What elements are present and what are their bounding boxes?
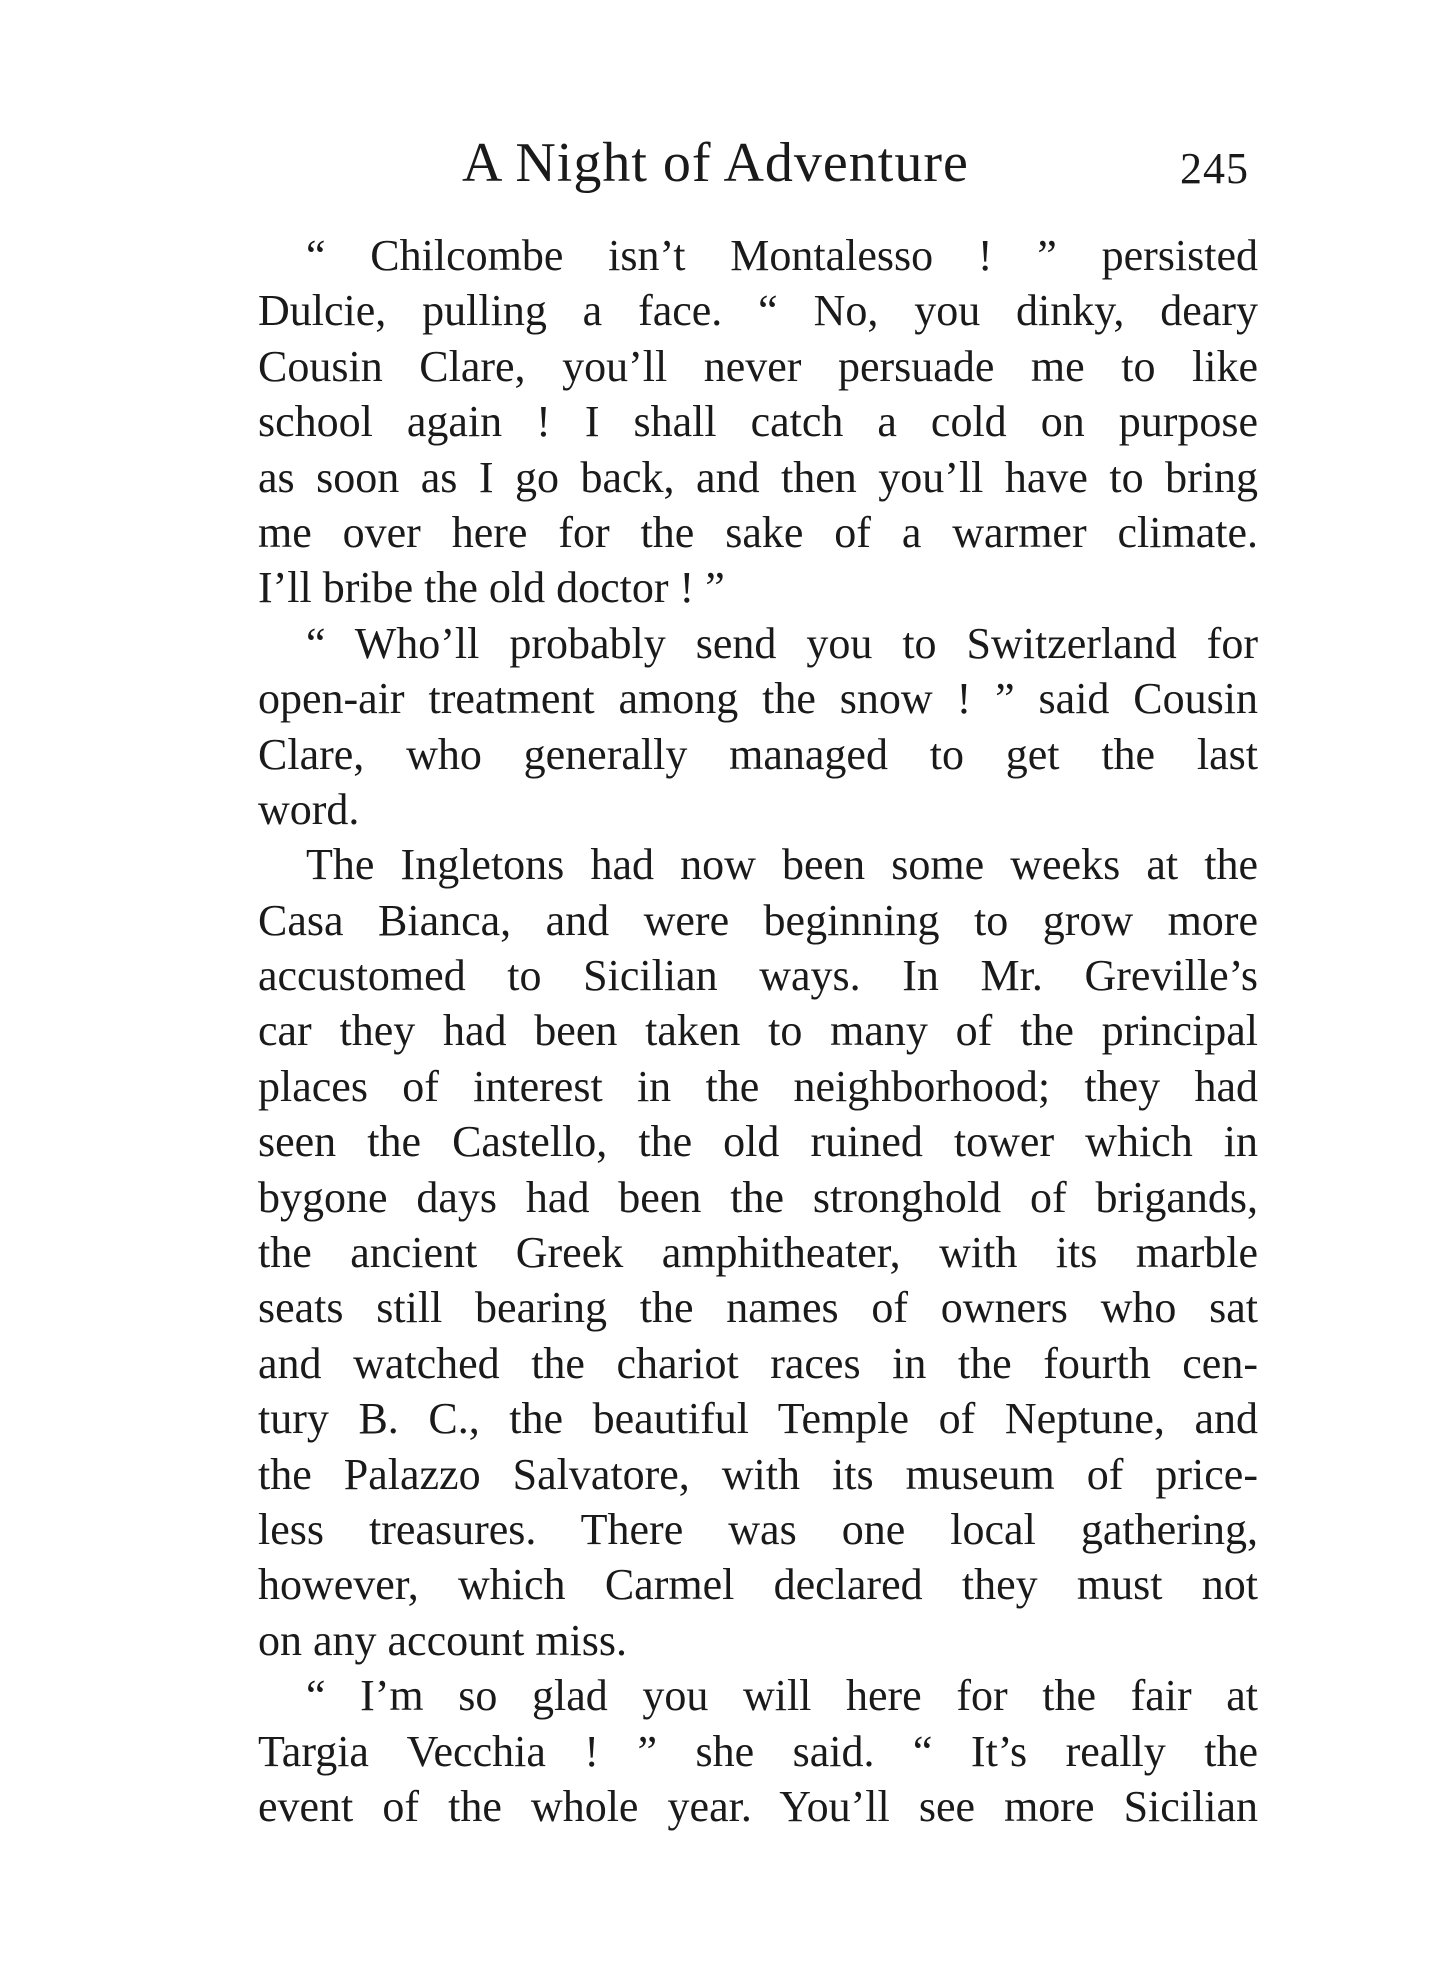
paragraph [258, 616, 1258, 838]
text-line: accustomed to Sicilian ways. In Mr. Greville’s [258, 951, 1258, 1001]
text-line: event of the whole year. You’ll see more Sicilian [258, 1781, 1258, 1831]
paragraph [258, 228, 1258, 616]
text-line: and watched the chariot races in the fourth cen- [258, 1338, 1258, 1388]
paragraph [258, 1668, 1258, 1834]
text-line: car they had been taken to many of the principal [258, 1006, 1258, 1056]
text-line: seats still bearing the names of owners who sat [258, 1283, 1258, 1333]
body-text [258, 228, 1258, 1834]
text-line: me over here for the sake of a warmer climate. [258, 507, 1258, 557]
text-line: The Ingletons had now been some weeks at the [306, 840, 1258, 890]
text-line: school again ! I shall catch a cold on purpose [258, 397, 1258, 447]
text-line: Dulcie, pulling a face. “ No, you dinky, deary [258, 286, 1258, 336]
text-line: Clare, who generally managed to get the last [258, 729, 1258, 779]
text-line: as soon as I go back, and then you’ll have to bring [258, 452, 1258, 502]
text-line: “ Chilcombe isn’t Montalesso ! ” persisted [306, 231, 1258, 280]
text-line: “ I’m so glad you will here for the fair at [306, 1671, 1258, 1721]
chapter-title: A Night of Adventure [462, 132, 969, 194]
text-line: Casa Bianca, and were beginning to grow more [258, 895, 1258, 945]
text-line: however, which Carmel declared they must not [258, 1560, 1258, 1610]
page-number: 245 [1180, 144, 1249, 193]
text-line: I’ll bribe the old doctor ! ” [258, 563, 725, 613]
text-line: Cousin Clare, you’ll never persuade me to like [258, 341, 1258, 391]
text-line: Targia Vecchia ! ” she said. “ It’s really the [258, 1726, 1258, 1776]
text-line: tury B. C., the beautiful Temple of Neptune, and [258, 1394, 1258, 1444]
text-line: the ancient Greek amphitheater, with its marble [258, 1228, 1258, 1278]
text-line: less treasures. There was one local gathering, [258, 1504, 1258, 1554]
text-line: bygone days had been the stronghold of brigands, [258, 1172, 1258, 1222]
text-line: seen the Castello, the old ruined tower which in [258, 1117, 1258, 1167]
running-head [0, 128, 1440, 198]
paragraph [258, 837, 1258, 1668]
text-line: word. [258, 784, 360, 834]
text-line: the Palazzo Salvatore, with its museum of price- [258, 1449, 1258, 1499]
text-line: places of interest in the neighborhood; they had [258, 1061, 1258, 1111]
text-line: on any account miss. [258, 1615, 628, 1665]
text-line: “ Who’ll probably send you to Switzerland for [306, 618, 1258, 668]
text-line: open-air treatment among the snow ! ” said Cousin [258, 674, 1258, 724]
